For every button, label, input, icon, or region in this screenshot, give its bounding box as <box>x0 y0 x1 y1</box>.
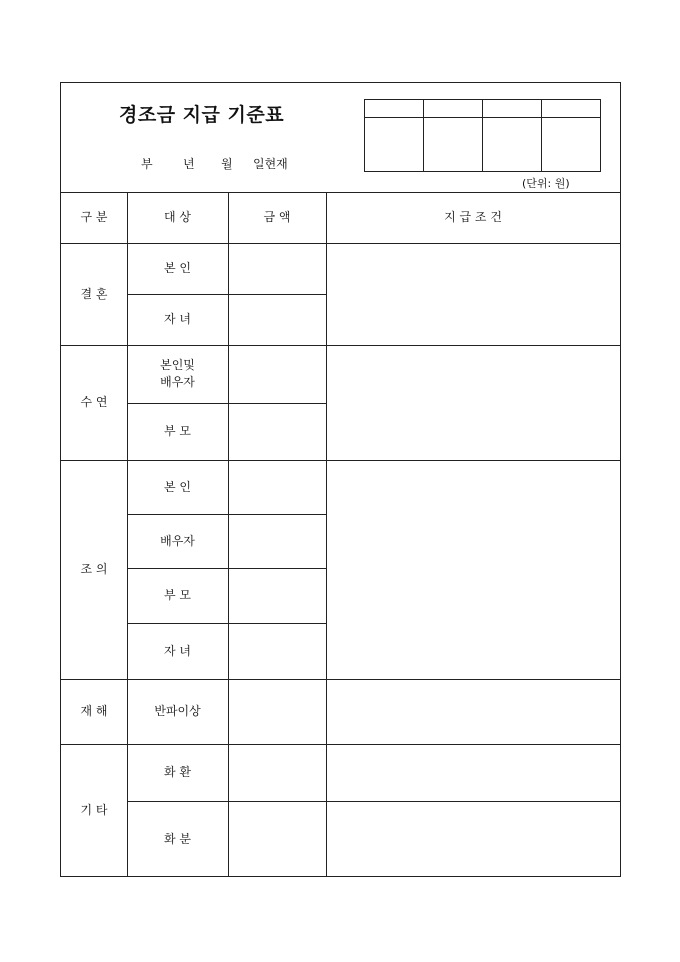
category-cell: 수 연 <box>80 395 108 409</box>
target-cell: 본인및 배우자 <box>160 358 195 389</box>
condition-input[interactable] <box>326 801 620 877</box>
target-cell: 부 모 <box>164 424 191 438</box>
condition-input[interactable] <box>326 243 620 345</box>
amount-input[interactable] <box>228 744 326 801</box>
header-amount: 금 액 <box>263 210 291 224</box>
amount-input[interactable] <box>228 460 326 514</box>
target-cell: 본 인 <box>164 261 191 275</box>
target-cell: 화 분 <box>164 831 191 846</box>
unit-label: (단위: 원) <box>522 177 570 190</box>
date-day-current: 일현재 <box>253 157 288 171</box>
date-year: 년 <box>183 157 195 171</box>
benefit-table <box>61 83 620 876</box>
amount-input[interactable] <box>228 294 326 345</box>
amount-input[interactable] <box>228 623 326 679</box>
target-cell: 화 환 <box>164 765 191 779</box>
header-category: 구 분 <box>80 210 108 224</box>
amount-input[interactable] <box>228 514 326 568</box>
amount-input[interactable] <box>228 801 326 877</box>
condition-input[interactable] <box>326 460 620 679</box>
date-month: 월 <box>221 157 233 171</box>
target-cell: 배우자 <box>160 533 195 548</box>
form-title: 경조금 지급 기준표 <box>119 104 285 126</box>
benefit-standard-form <box>60 82 621 877</box>
amount-input[interactable] <box>228 679 326 744</box>
category-cell: 재 해 <box>80 704 108 718</box>
header-target: 대 상 <box>164 210 191 224</box>
amount-input[interactable] <box>228 345 326 403</box>
condition-input[interactable] <box>326 679 620 744</box>
category-cell: 조 의 <box>80 562 108 576</box>
condition-input[interactable] <box>326 744 620 801</box>
target-cell: 반파이상 <box>154 704 201 718</box>
category-cell: 기 타 <box>80 803 108 817</box>
amount-input[interactable] <box>228 403 326 460</box>
date-dept: 부 <box>141 157 153 171</box>
category-cell: 결 혼 <box>80 286 108 301</box>
condition-input[interactable] <box>326 345 620 460</box>
target-cell: 본 인 <box>164 479 191 494</box>
target-cell: 자 녀 <box>164 643 191 658</box>
target-cell: 부 모 <box>164 588 191 602</box>
amount-input[interactable] <box>228 568 326 623</box>
target-cell: 자 녀 <box>164 312 191 326</box>
header-condition: 지 급 조 건 <box>444 210 502 224</box>
amount-input[interactable] <box>228 243 326 294</box>
